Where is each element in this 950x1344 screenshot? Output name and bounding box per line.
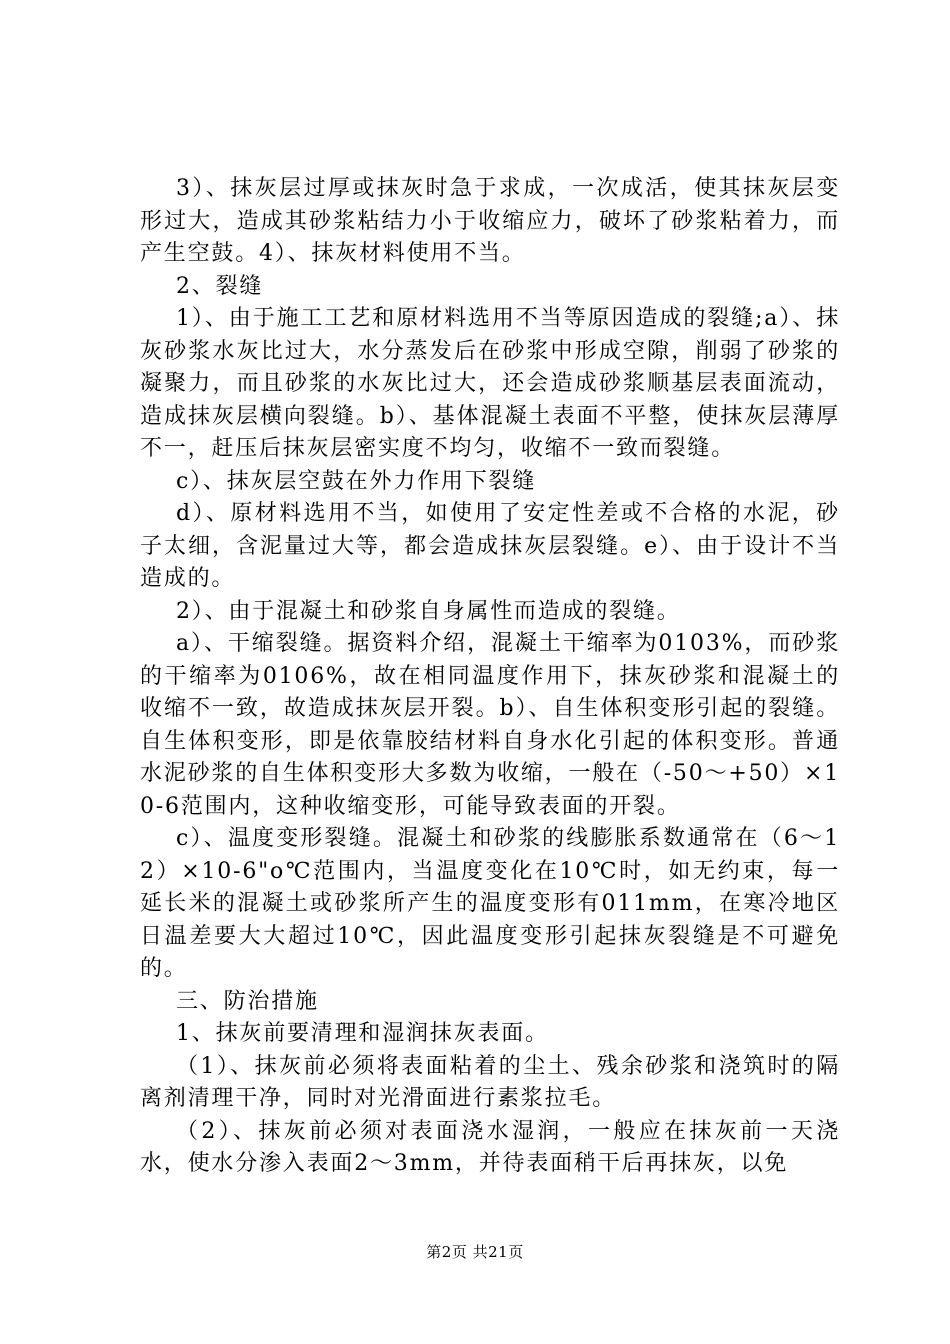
document-body [140,173,840,1181]
paragraph-remove-dust: （1）、抹灰前必须将表面粘着的尘土、残余砂浆和浇筑时的隔离剂清理干净，同时对光滑面进行素浆拉毛。 [140,1053,840,1111]
paragraph-intrinsic-cracks: 2）、由于混凝土和砂浆自身属性而造成的裂缝。 [176,598,681,624]
paragraph-hollowing-causes: 3）、抹灰层过厚或抹灰时急于求成，一次成活，使其抹灰层变形过大，造成其砂浆粘结力小于收缩应力，破坏了砂浆粘着力，而产生空鼓。4）、抹灰材料使用不当。 [140,176,840,266]
page-footer: 第2页 共21页 [426,1243,524,1261]
paragraph-wet-surface: （2）、抹灰前必须对表面浇水湿润，一般应在抹灰前一天浇水，使水分渗入表面2～3mm，并待表面稍干后再抹灰，以免 [140,1118,840,1176]
paragraph-shrinkage-cracks: a）、干缩裂缝。据资料介绍，混凝土干缩率为0103%，而砂浆的干缩率为0106%，故在相同温度作用下，抹灰砂浆和混凝土的收缩不一致，故造成抹灰层开裂。b）、自生体积变形引起的裂缝。自生体积变形，即是依靠胶结材料自身水化引起的体积变形。普通水泥砂浆的自生体积变形大多数为收缩，一般在（-50～+50）×10-6范围内，这种收缩变形，可能导致表面的开裂。 [140,631,840,819]
paragraph-external-force-cracks: c）、抹灰层空鼓在外力作用下裂缝 [176,468,537,494]
paragraph-material-cracks: d）、原材料选用不当，如使用了安定性差或不合格的水泥，砂子太细，含泥量过大等，都会造成抹灰层裂缝。e）、由于设计不当造成的。 [140,501,840,591]
paragraph-temperature-cracks: c）、温度变形裂缝。混凝土和砂浆的线膨胀系数通常在（6～12）×10-6"o℃范围内，当温度变化在10℃时，如无约束，每一延长米的混凝土或砂浆所产生的温度变形有011mm，在寒冷地区日温差要大大超过10℃，因此温度变形引起抹灰裂缝是不可避免的。 [140,826,840,981]
heading-cracks: 2、裂缝 [176,273,264,299]
heading-prevention-measures: 三、防治措施 [176,988,319,1014]
paragraph-construction-cracks: 1）、由于施工工艺和原材料选用不当等原因造成的裂缝;a）、抹灰砂浆水灰比过大，水分蒸发后在砂浆中形成空隙，削弱了砂浆的凝聚力，而且砂浆的水灰比过大，还会造成砂浆顺基层表面流动，造成抹灰层横向裂缝。b）、基体混凝土表面不平整，使抹灰层薄厚不一，赶压后抹灰层密实度不均匀，收缩不一致而裂缝。 [140,306,840,461]
paragraph-clean-surface: 1、抹灰前要清理和湿润抹灰表面。 [176,1021,549,1046]
